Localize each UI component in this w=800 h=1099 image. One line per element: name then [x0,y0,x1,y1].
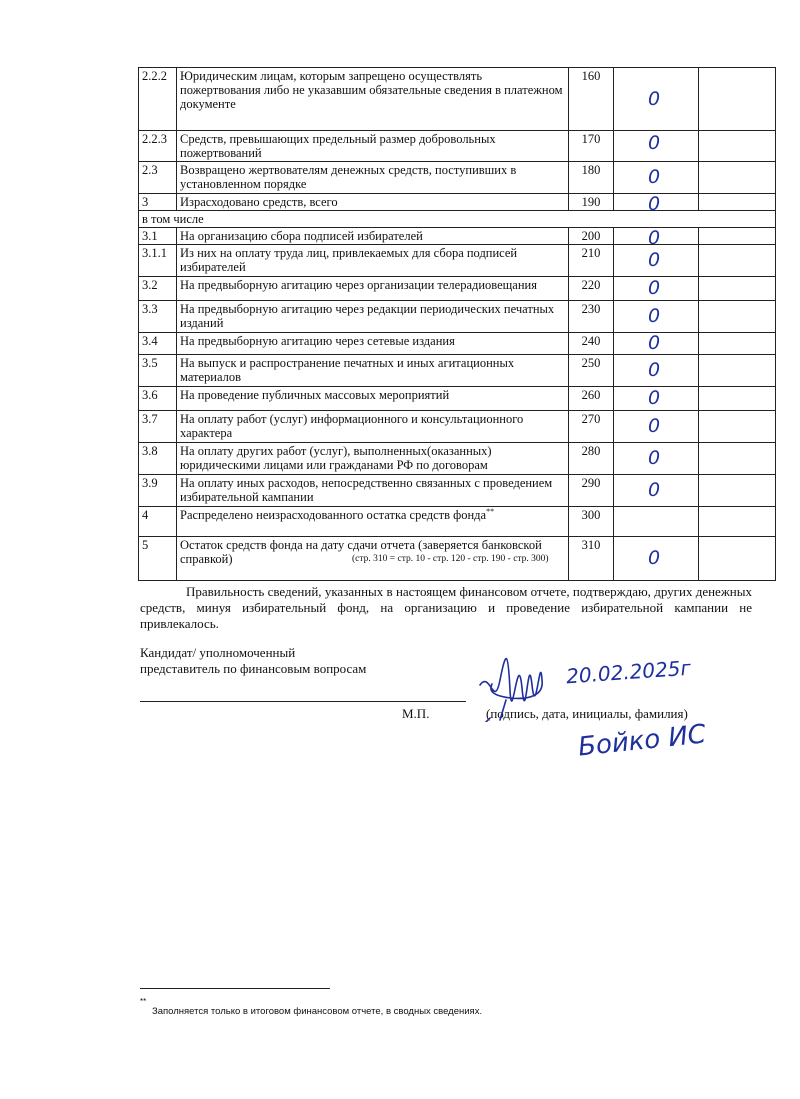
table-row [139,411,776,443]
row-description [177,245,569,277]
row-number: 3.8 [139,443,177,475]
signature-line [140,701,466,702]
handwritten-value: 0 [648,132,661,154]
row-number: 2.3 [139,162,177,194]
table-row [139,68,776,131]
handwritten-value: 0 [648,479,661,501]
row-extra [699,301,776,333]
description-text: На оплату других работ (услуг), выполненных(оказанных) юридическими лицами или гражданами РФ по договорам [180,444,492,472]
row-description [177,228,569,245]
row-code: 260 [569,387,614,411]
row-extra [699,411,776,443]
row-value [614,277,699,301]
row-value [614,537,699,581]
row-code: 290 [569,475,614,507]
row-extra [699,537,776,581]
footnote-separator [140,988,330,989]
table-row [139,194,776,211]
row-code: 300 [569,507,614,537]
row-description [177,537,569,581]
table-row [139,131,776,162]
handwritten-value: 0 [648,332,661,354]
row-description [177,277,569,301]
formula-note: (стр. 310 = стр. 10 - стр. 120 - стр. 190 - стр. 300) [352,554,549,564]
table-row [139,162,776,194]
row-description [177,411,569,443]
row-number: 4 [139,507,177,537]
row-code: 310 [569,537,614,581]
row-number: 3.7 [139,411,177,443]
row-code: 240 [569,333,614,355]
description-text: На организацию сбора подписей избирателей [180,229,423,243]
handwritten-date: 20.02.2025г [565,655,692,689]
row-description [177,194,569,211]
description-text: На предвыборную агитацию через редакции периодических печатных изданий [180,302,555,330]
handwritten-value: 0 [648,359,661,381]
table-row [139,228,776,245]
row-description [177,68,569,131]
row-extra [699,507,776,537]
row-number: 3.4 [139,333,177,355]
description-text: Остаток средств фонда на дату сдачи отчета (заверяется банковской справкой) [180,538,542,566]
row-value [614,162,699,194]
role-line-2: представитель по финансовым вопросам [140,661,367,676]
row-description [177,443,569,475]
table-row [139,507,776,537]
row-number: 2.2.3 [139,131,177,162]
row-value [614,333,699,355]
row-extra [699,277,776,301]
table-row [139,355,776,387]
handwritten-value: 0 [648,387,661,409]
row-extra [699,162,776,194]
financial-report-table [138,67,776,581]
handwritten-value: 0 [648,305,661,327]
row-code: 270 [569,411,614,443]
row-number: 3.2 [139,277,177,301]
role-line-1: Кандидат/ уполномоченный [140,645,296,660]
row-value [614,301,699,333]
row-number: 3.3 [139,301,177,333]
row-description [177,507,569,537]
row-description [177,387,569,411]
row-description [177,475,569,507]
row-number: 3.5 [139,355,177,387]
description-text: На выпуск и распространение печатных и иных агитационных материалов [180,356,515,384]
row-code: 180 [569,162,614,194]
row-extra [699,443,776,475]
row-value [614,131,699,162]
description-text: На проведение публичных массовых мероприятий [180,388,450,402]
footnote-text: Заполняется только в итоговом финансовом отчете, в сводных сведениях. [152,1006,483,1017]
row-extra [699,355,776,387]
certification-text: Правильность сведений, указанных в настоящем финансовом отчете, подтверждаю, других денежных средств, минуя избирательный фонд, на организацию и проведение избирательной кампании не привлекалось. [140,584,752,631]
row-extra [699,245,776,277]
row-extra [699,68,776,131]
row-number: 3 [139,194,177,211]
description-text: На предвыборную агитацию через организации телерадиовещания [180,278,537,292]
row-description [177,333,569,355]
handwritten-value: 0 [648,88,661,110]
table-row [139,277,776,301]
table-row [139,301,776,333]
stamp-label: М.П. [402,706,430,721]
row-code: 250 [569,355,614,387]
footnote [140,998,482,1018]
row-extra [699,387,776,411]
row-number: 2.2.2 [139,68,177,131]
signatory-role [140,645,366,677]
row-value [614,411,699,443]
handwritten-value: 0 [648,193,661,215]
handwritten-value: 0 [648,277,661,299]
description-text: Распределено неизрасходованного остатка средств фонда [180,508,487,522]
row-description [177,131,569,162]
row-extra [699,194,776,211]
row-code: 280 [569,443,614,475]
row-description [177,355,569,387]
table-row [139,537,776,581]
row-value [614,355,699,387]
footnote-reference: ** [486,507,495,516]
row-extra [699,228,776,245]
row-number: 3.9 [139,475,177,507]
row-value [614,475,699,507]
row-number: 3.6 [139,387,177,411]
row-value [614,68,699,131]
handwritten-signature [470,640,560,722]
row-code: 210 [569,245,614,277]
row-code: 200 [569,228,614,245]
handwritten-value: 0 [648,547,661,569]
table-row [139,387,776,411]
handwritten-value: 0 [648,249,661,271]
description-text: Юридическим лицам, которым запрещено осуществлять пожертвования либо не указавшим обязательные сведения в платежном документе [180,69,563,111]
signature-caption: (подпись, дата, инициалы, фамилия) [486,706,688,721]
row-description [177,162,569,194]
row-value [614,443,699,475]
row-extra [699,131,776,162]
handwritten-value: 0 [648,166,661,188]
row-code: 170 [569,131,614,162]
row-number: 5 [139,537,177,581]
footnote-mark: ** [140,997,147,1006]
row-description [177,301,569,333]
row-value [614,193,699,215]
row-code: 160 [569,68,614,131]
row-value [614,387,699,411]
row-code: 190 [569,194,614,211]
description-text: Возвращено жертвователям денежных средств, поступивших в установленном порядке [180,163,517,191]
description-text: Средств, превышающих предельный размер добровольных пожертвований [180,132,496,160]
description-text: Израсходовано средств, всего [180,195,338,209]
row-value [614,227,699,249]
row-code: 230 [569,301,614,333]
row-number: 3.1 [139,228,177,245]
description-text: Из них на оплату труда лиц, привлекаемых для сбора подписей избирателей [180,246,518,274]
row-extra [699,475,776,507]
row-value [614,507,699,537]
description-text: На оплату иных расходов, непосредственно связанных с проведением избирательной кампании [180,476,553,504]
handwritten-name: Бойко ИС [576,719,708,763]
description-text: На оплату работ (услуг) информационного и консультационного характера [180,412,524,440]
table-row [139,333,776,355]
handwritten-value: 0 [648,415,661,437]
description-text: На предвыборную агитацию через сетевые издания [180,334,455,348]
table-row [139,211,776,228]
table-row [139,475,776,507]
handwritten-value: 0 [648,227,661,249]
row-extra [699,333,776,355]
row-value [614,245,699,277]
section-label: в том числе [139,211,776,228]
handwritten-value: 0 [648,447,661,469]
table-row [139,245,776,277]
row-number: 3.1.1 [139,245,177,277]
table-row [139,443,776,475]
row-code: 220 [569,277,614,301]
